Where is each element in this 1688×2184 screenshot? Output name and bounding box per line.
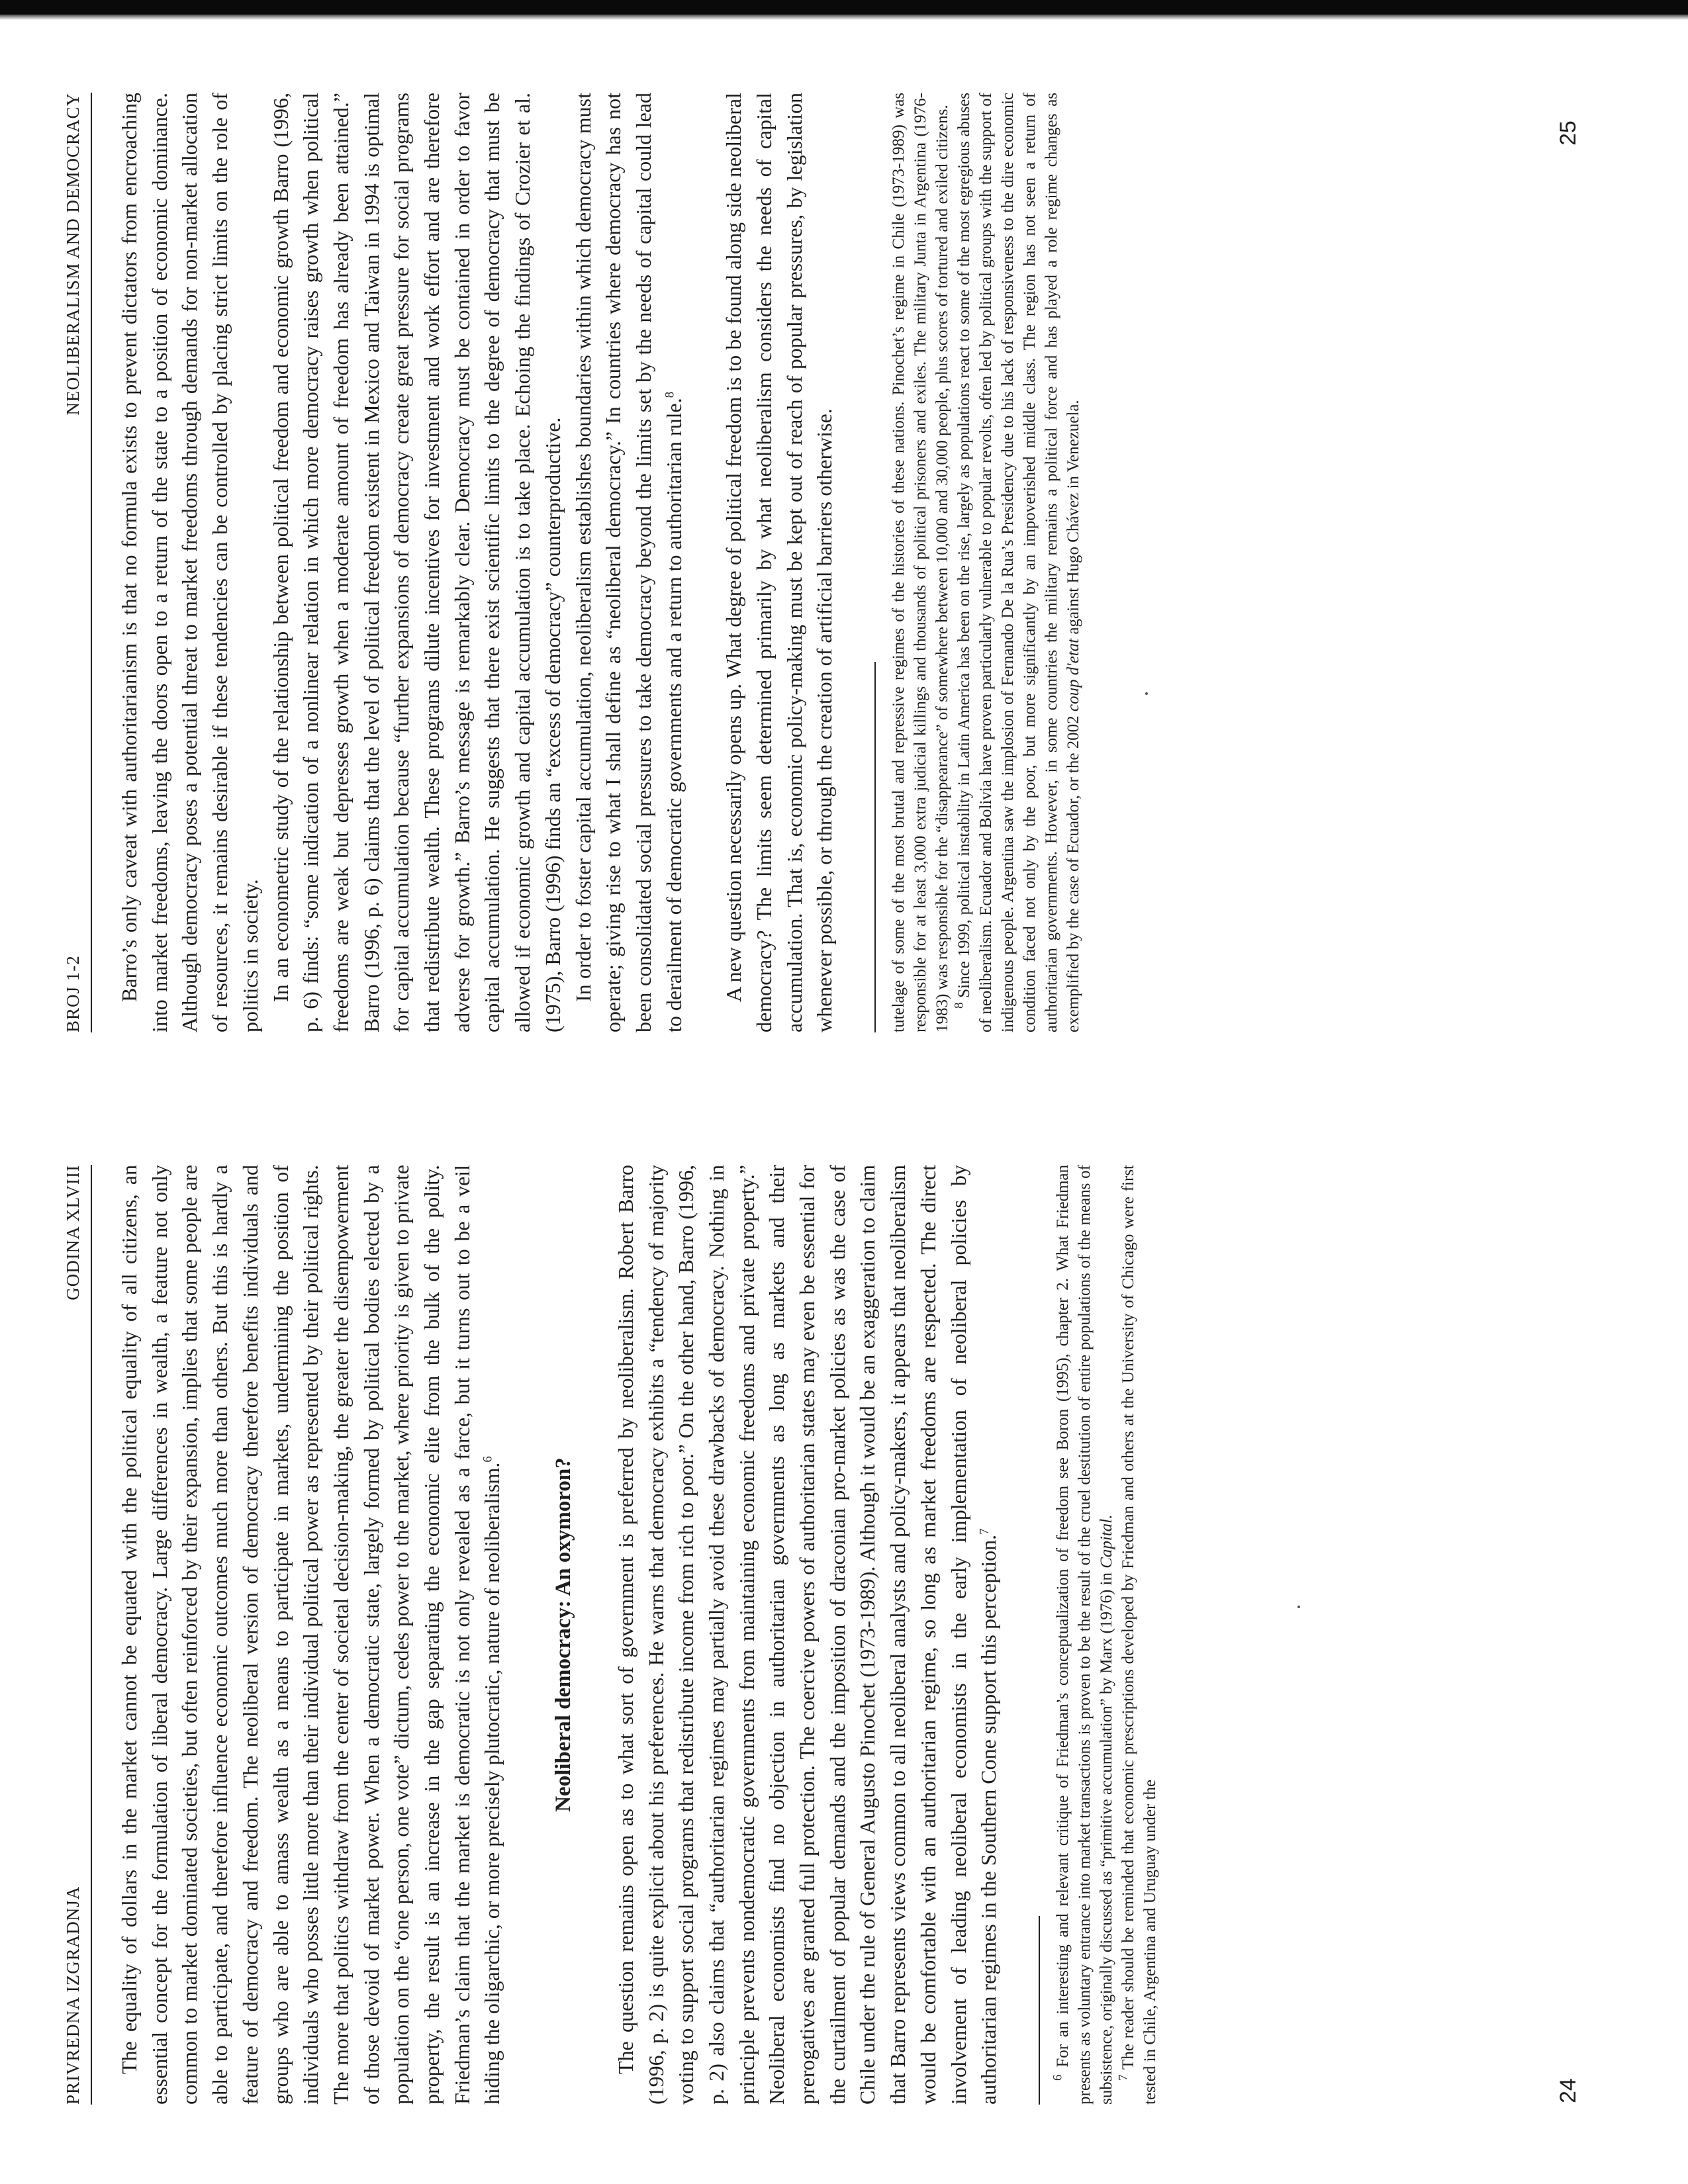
left-page (63, 1138, 1519, 2131)
paragraph: In order to foster capital accumulation, neoliberalism establishes boundaries within which democracy must operate; giving rise to what I shall define as “neoliberal democracy.” In countries where democracy has not been consolidated social pressures to take democracy beyond the limits set by the needs of capital could lead to derailment of democratic governments and a return to authoritarian rule.$^8$ (571, 93, 686, 1032)
scan-speck (1145, 692, 1148, 695)
footnote-marker: 7 (977, 1528, 992, 1535)
footnote-6: $^6$ For an interesting and relevant critique of Friedman’s conceptualization of freedom see Boron (1995), chapter 2. What Friedman presents as voluntary entrance into market transactions is proven to be the result of the cruel destitution of entire populations of the means of subsistence, originally discussed as “primitive accumulation” by Marx (1976) in Capital. (1051, 1165, 1115, 2105)
right-page (63, 66, 1519, 1059)
footnote-7: $^7$ The reader should be reminded that economic prescriptions developed by Friedman and others at the University of Chicago were first tested in Chile, Argentina and Uruguay under the (1116, 1165, 1159, 2105)
footnote-rule (1039, 1916, 1040, 2105)
right-header-title: NEOLIBERALISM AND DEMOCRACY (63, 93, 83, 416)
left-running-header (63, 1165, 89, 2105)
paragraph: Barro’s only caveat with authoritarianism is that no formula exists to prevent dictators from encroaching into market freedoms, leaving the doors open to a return of the state to a position of economic dominance. Although democracy poses a potential threat to market freedoms through demands for non-market allocation of resources, it remains desirable if these tendencies can be controlled by placing strict limits on the role of politics in society. (117, 93, 262, 1032)
footnote-marker: 6 (481, 1456, 495, 1463)
footnote-8: $^8$ Since 1999, political instability in Latin America has been on the rise, largely as populations react to some of the most egregious abuses of neoliberalism. Ecuador and Bolivia have proven particularly vulnerable to popular revolts, often led by political groups with the support of indigenous people. Argentina saw the implosion of Fernando De la Rua’s Presidency due to his lack of responsiveness to the dire economic condition faced not only by the poor, but more significantly by an impoverished middle class. The region has not seen a return of authoritarian governments. However, in some countries the military remains a political force and has played a role regime changes as exemplified by the case of Ecuador, or the 2002 coup d'etat against Hugo Chávez in Venezuela. (952, 93, 1083, 1032)
paragraph: The question remains open as to what sort of government is preferred by neoliberalism. Robert Barro (1996, p. 2) is quite explicit about his preferences. He warns that democracy exhibits a “tendency of majority voting to support social programs that redistribute income from rich to poor.” On the other hand, Barro (1996, p. 2) also claims that “authoritarian regimes may partially avoid these drawbacks of democracy. Nothing in principle prevents nondemocratic governments from maintaining economic freedoms and private property.” Neoliberal economists find no objection in authoritarian governments as long as markets and their prerogatives are granted full protection. The coercive powers of authoritarian states may even be essential for the curtailment of popular demands and the imposition of draconian pro-market policies as was the case of Chile under the rule of General Augusto Pinochet (1973-1989). Although it would be an exaggeration to claim that Barro represents views common to all neoliberal analysts and policy-makers, it appears that neoliberalism would be comfortable with an authoritarian regime, so long as market freedoms are respected. The direct involvement of leading neoliberal economists in the early implementation of neoliberal policies by authoritarian regimes in the Southern Cone support this perception.$^7$ (613, 1165, 1001, 2105)
footnotes (888, 93, 1084, 1032)
footnote-marker: 8 (663, 391, 677, 398)
left-body-text (115, 1165, 1161, 2105)
page-number-left: 24 (1556, 2078, 1581, 2103)
scan-speck (1297, 1606, 1300, 1608)
footnote-rule (874, 662, 876, 1032)
right-header-issue: BROJ 1-2 (63, 955, 83, 1032)
header-rule (91, 1165, 92, 2105)
paragraph: In an econometric study of the relationship between political freedom and economic growth Barro (1996, p. 6) finds: “some indication of a nonlinear relation in which more democracy raises growth when political freedoms are weak but depresses growth when a moderate amount of freedom has already been attained.” Barro (1996, p. 6) claims that the level of political freedom existent in Mexico and Taiwan in 1994 is optimal for capital accumulation because “further expansions of democracy create great pressure for social programs that redistribute wealth. These programs dilute incentives for investment and work effort and are therefore adverse for growth.” Barro’s message is remarkably clear. Democracy must be contained in order to favor capital accumulation. He suggests that there exist scientific limits to the degree of democracy that must be allowed if economic growth and capital accumulation is to take place. Echoing the findings of Crozier et al. (1975), Barro (1996) finds an “excess of democracy” counterproductive. (268, 93, 565, 1032)
paragraph: The equality of dollars in the market cannot be equated with the political equality of all citizens, an essential concept for the formulation of liberal democracy. Large differences in wealth, a feature not only common to market dominated societies, but often reinforced by their expansion, implies that some people are able to participate, and therefore influence economic outcomes much more than others. But this is hardly a feature of democracy and freedom. The neoliberal version of democracy therefore benefits individuals and groups who are able to amass wealth as a means to participate in markets, undermining the position of individuals who posses little more than their individual political power as represented by their political rights. The more that politics withdraw from the center of societal decision-making, the greater the disempowerment of those devoid of market power. When a democratic state, largely formed by political bodies elected by a population on the “one person, one vote” dictum, cedes power to the market, where priority is given to private property, the result is an increase in the gap separating the economic elite from the bulk of the polity. Friedman’s claim that the market is democratic is not only revealed as a farce, but it turns out to be a veil hiding the oligarchic, or more precisely plutocratic, nature of neoliberalism.$^6$ (117, 1165, 504, 2105)
left-header-volume: GODINA XLVIII (63, 1165, 83, 1300)
paragraph: A new question necessarily opens up. What degree of political freedom is to be found along side neoliberal democracy? The limits seem determined primarily by what neoliberalism considers the needs of capital accumulation. That is, economic policy-making must be kept out of reach of popular pressures, by legislation whenever possible, or through the creation of artificial barriers otherwise. (722, 93, 837, 1032)
left-header-journal: PRIVREDNA IZGRADNJA (63, 1886, 83, 2105)
right-body-text (115, 93, 1084, 1032)
header-rule (91, 93, 92, 1032)
right-running-header (63, 93, 89, 1032)
page-number-right: 25 (1556, 120, 1581, 146)
section-heading: Neoliberal democracy: An oxymoron? (551, 1457, 576, 1812)
footnote-7-continued: tutelage of some of the most brutal and repressive regimes of the histories of these nations. Pinochet’s regime in Chile (1973-1989) was responsible for at least 3,000 extra judicial killings and thousands of political prisoners and exiles. The military Junta in Argentina (1976-1983) was responsible for the “disappearance” of somewhere between 10,000 and 30,000 people, plus scores of tortured and exiled citizens. (890, 93, 952, 1032)
footnotes (1052, 1165, 1161, 2105)
